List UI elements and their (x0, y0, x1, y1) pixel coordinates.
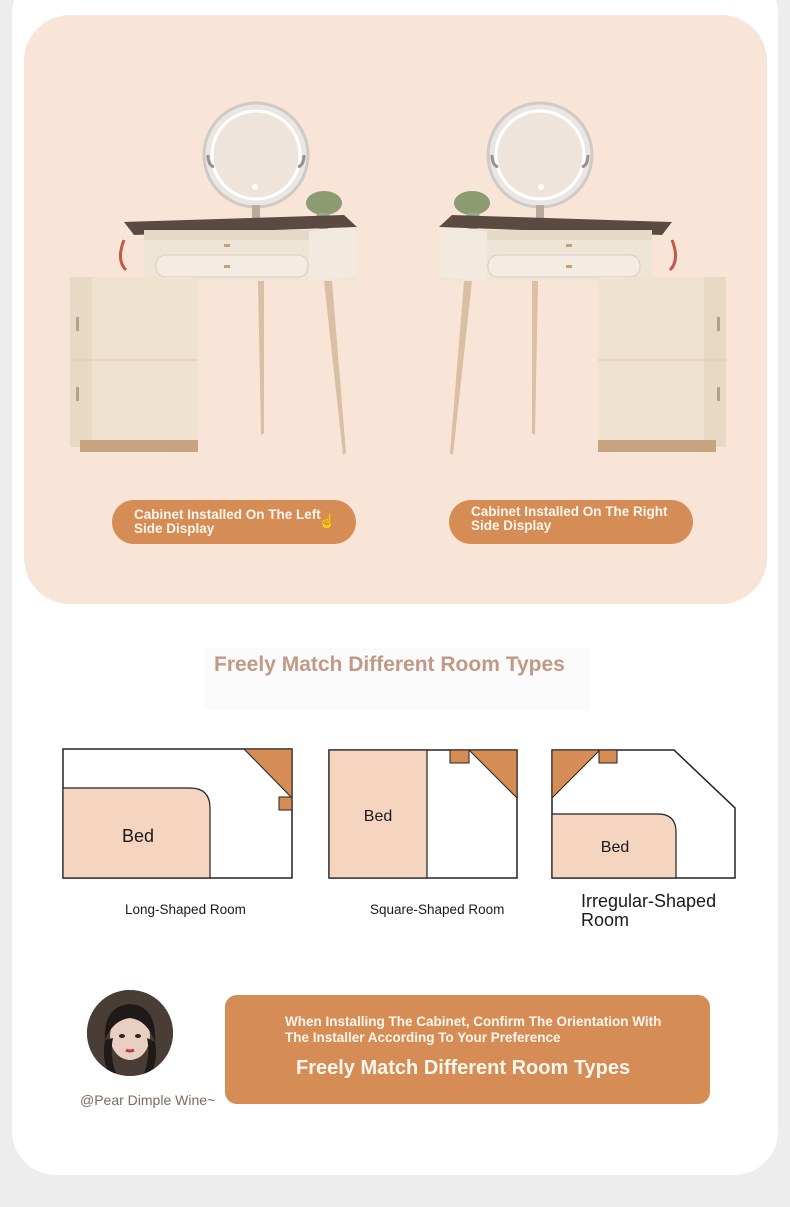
room-diagram-irregular (550, 748, 737, 880)
bed-label: Bed (121, 826, 155, 846)
room-label-long: Long-Shaped Room (125, 902, 246, 917)
hand-pointer-icon: ☝ (318, 513, 336, 529)
room-diagram-square (328, 749, 519, 880)
bed-label: Bed (363, 808, 393, 825)
room-label-irregular: Irregular-Shaped Room (581, 891, 717, 930)
author-handle: @Pear Dimple Wine~ (80, 1092, 216, 1108)
right-cabinet-label (449, 500, 693, 544)
room-label-square: Square-Shaped Room (370, 902, 505, 917)
avatar (87, 990, 173, 1076)
bed-label: Bed (600, 839, 630, 856)
left-cabinet-label-text: Cabinet Installed On The Left Side Display (134, 507, 321, 536)
section-title: Freely Match Different Room Types (204, 648, 590, 710)
notice-subtitle: When Installing The Cabinet, Confirm The Orientation With The Installer According To Your Preference (285, 1014, 662, 1045)
room-diagram-long (62, 748, 294, 880)
right-cabinet-label-text: Cabinet Installed On The Right Side Display (471, 504, 668, 533)
installation-notice (225, 995, 710, 1104)
left-cabinet-label (112, 500, 356, 544)
notice-title: Freely Match Different Room Types (296, 1057, 631, 1079)
